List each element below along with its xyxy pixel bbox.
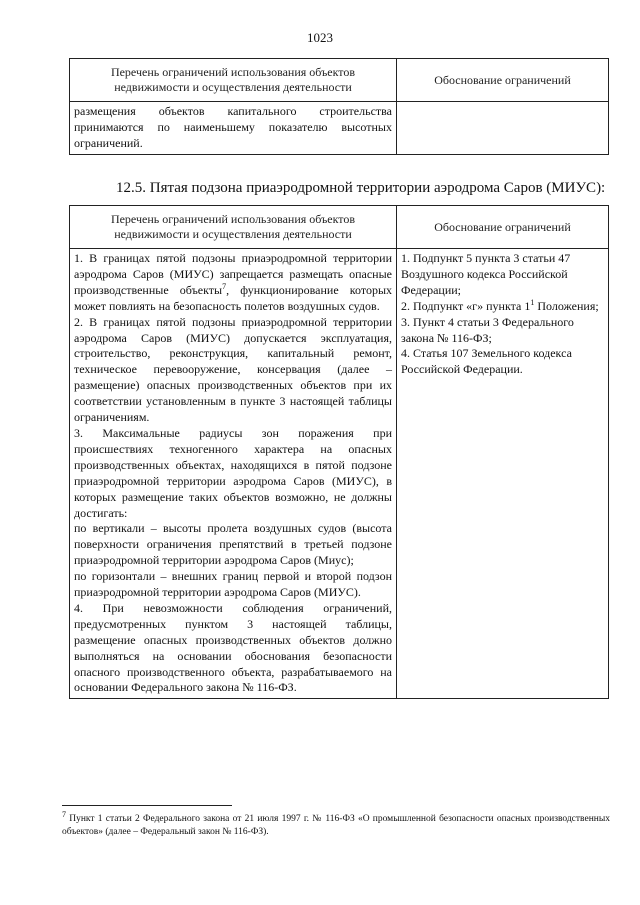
footnote-reference: 7 [222,281,227,291]
justification-item [401,315,604,347]
restriction-item-text: по вертикали – высоты пролета воздушных судов (высота поверхности ограничения препятствий в третьей подзоне приаэродромной территории аэродрома Саров (Миус); [74,521,392,568]
restrictions-list [70,249,397,699]
header-justification: Обоснование ограничений [397,59,609,102]
restriction-text: размещения объектов капитального строительства принимаются по наименьшему показателю высотных ограничений. [70,102,397,155]
justification-list [397,249,609,699]
restriction-item [74,521,392,569]
footnote-separator [62,805,232,806]
justification-item-text: 3. Пункт 4 статьи 3 Федерального закона № 116-ФЗ; [401,314,574,345]
restriction-item [74,251,392,315]
restrictions-table-continued [69,58,609,155]
footnote [62,809,610,839]
page-number: 1023 [307,30,333,45]
table-row [70,249,609,699]
justification-item-text: 2. Подпункт «г» пункта 1 [401,298,531,313]
justification-item [401,346,604,378]
restriction-item-text-continued: , функционирование которых может повлиять на безопасность полетов воздушных судов. [74,282,393,313]
table-row [70,102,609,155]
footnote-text: Пункт 1 статьи 2 Федерального закона от 21 июля 1997 г. № 116-ФЗ «О промышленной безопасности опасных производственных объектов» (далее – Федеральный закон № 116-ФЗ). [62,814,610,837]
footnote-marker: 7 [62,809,66,819]
restriction-item [74,315,392,426]
restriction-item [74,426,392,521]
header-restrictions: Перечень ограничений использования объектов недвижимости и осуществления деятельности [70,59,397,102]
restriction-item [74,601,392,696]
restriction-item [74,569,392,601]
justification-item [401,299,604,315]
justification-item [401,251,604,299]
justification-item-text-continued: Положения; [534,298,599,313]
restriction-item-text: 1. В границах пятой подзоны приаэродромной территории аэродрома Саров (МИУС) запрещается размещать опасные производственные объекты [74,251,392,297]
justification-cell-empty [397,102,609,155]
restriction-item-text: 2. В границах пятой подзоны приаэродромной территории аэродрома Саров (МИУС) допускается эксплуатация, строительство, реконструкция, капитальный ремонт, техническое перевооружение, консервация (далее – размещение) опасных производственных объектов при их соответствии установленным в пункте 3 настоящей таблицы ограничениям. [74,314,392,425]
section-heading: 12.5. Пятая подзона приаэродромной территории аэродрома Саров (МИУС): [116,180,606,196]
justification-item-text: 4. Статья 107 Земельного кодекса Российской Федерации. [401,346,572,377]
justification-item-text: 1. Подпункт 5 пункта 3 статьи 47 Воздушного кодекса Российской Федерации; [401,251,571,297]
restriction-item-text: 3. Максимальные радиусы зон поражения при происшествиях техногенного характера на опасных производственных объектах, находящихся в пятой подзоне приаэродромной территории аэродрома Саров (МИУС), в которых размещение таких объектов возможно, не должны достигать: [74,425,392,520]
table-header-row [70,206,609,249]
footnote-reference: 1 [530,297,535,307]
restrictions-table [69,205,609,699]
header-restrictions: Перечень ограничений использования объектов недвижимости и осуществления деятельности [70,206,397,249]
table-header-row [70,59,609,102]
restriction-item-text: 4. При невозможности соблюдения ограничений, предусмотренных пунктом 3 настоящей таблицы, размещение опасных производственных объектов должно выполняться на основании обоснования безопасности опасного производственного объекта, разрабатываемого на основании Федерального закона № 116-ФЗ. [74,600,392,695]
header-justification: Обоснование ограничений [397,206,609,249]
restriction-item-text: по горизонтали – внешних границ первой и второй подзон приаэродромной территории аэродрома Саров (МИУС). [74,569,392,600]
